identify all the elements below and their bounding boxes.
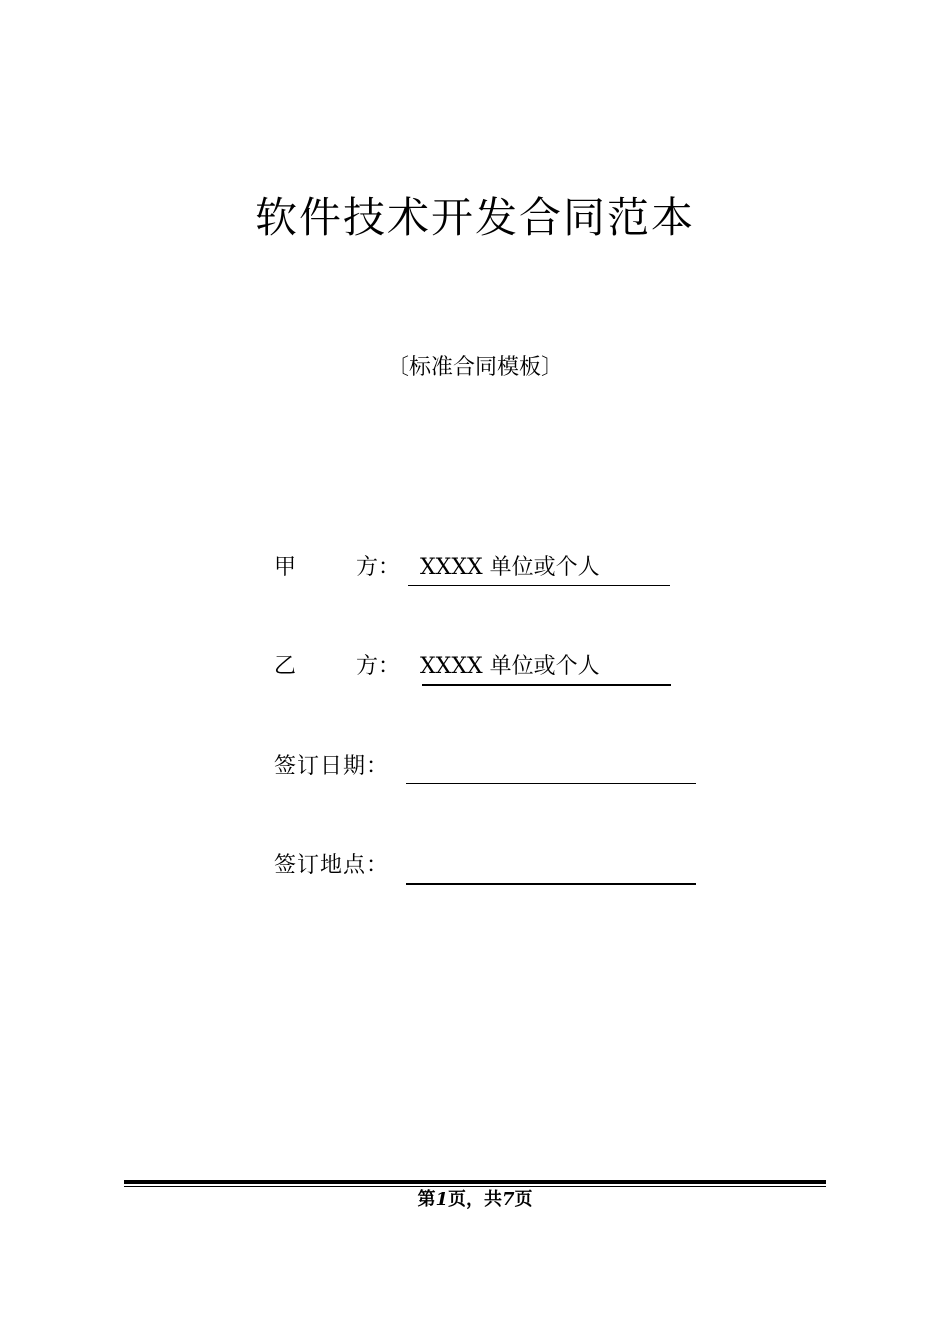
footer-middle: 页，共 bbox=[448, 1189, 502, 1210]
footer-total-pages: 7 bbox=[502, 1189, 515, 1210]
document-title: 软件技术开发合同范本 bbox=[254, 193, 695, 242]
document-subtitle: 〔标准合同模板〕 bbox=[386, 355, 563, 380]
party-a-label-first: 甲 bbox=[274, 555, 297, 580]
party-a-field bbox=[274, 550, 714, 590]
party-a-underline bbox=[408, 585, 670, 586]
sign-date-underline bbox=[406, 783, 696, 784]
party-b-label-second: 方： bbox=[356, 654, 401, 679]
sign-place-underline bbox=[406, 883, 696, 885]
footer-rule-thick bbox=[124, 1180, 826, 1184]
party-b-underline bbox=[422, 684, 671, 686]
footer-current-page: 1 bbox=[435, 1189, 448, 1210]
footer-prefix: 第 bbox=[417, 1189, 436, 1210]
party-a-label-second: 方： bbox=[356, 555, 401, 580]
page-number-footer bbox=[0, 1186, 950, 1214]
sign-place-field bbox=[274, 848, 714, 888]
party-a-value[interactable]: XXXX 单位或个人 bbox=[420, 555, 600, 580]
footer-suffix: 页 bbox=[514, 1189, 533, 1210]
party-b-value[interactable]: XXXX 单位或个人 bbox=[420, 654, 600, 679]
sign-date-label: 签订日期： bbox=[274, 754, 390, 779]
party-b-label-first: 乙 bbox=[274, 654, 297, 679]
sign-place-label: 签订地点： bbox=[274, 853, 390, 878]
party-b-field bbox=[274, 649, 714, 689]
